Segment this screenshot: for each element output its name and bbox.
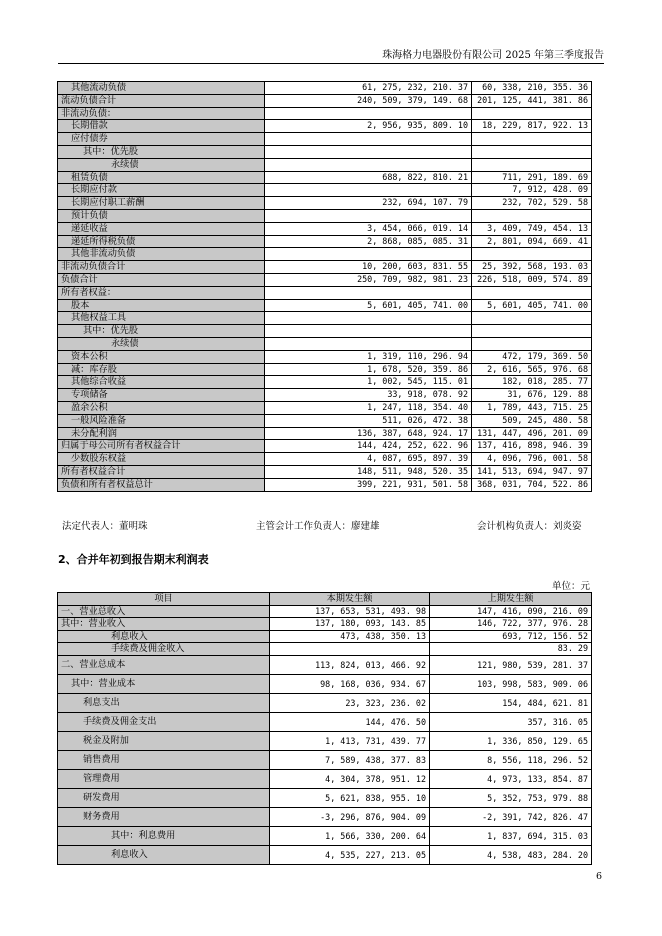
table-row	[58, 222, 592, 235]
table-row	[58, 807, 592, 826]
table-row	[58, 248, 592, 261]
legal-representative: 法定代表人：董明珠	[62, 521, 148, 532]
row-label: 永续债	[58, 337, 265, 350]
current-value: 688, 822, 810. 21	[265, 171, 472, 184]
previous-value: 1, 789, 443, 715. 25	[472, 401, 592, 414]
table-row	[58, 350, 592, 363]
table-row	[58, 209, 592, 222]
previous-value	[472, 158, 592, 171]
previous-value: 3, 409, 749, 454. 13	[472, 222, 592, 235]
table-row	[58, 286, 592, 299]
table-row	[58, 261, 592, 274]
current-value: 136, 387, 648, 924. 17	[265, 427, 472, 440]
table-row	[58, 712, 592, 731]
previous-value: 357, 316. 05	[430, 712, 592, 731]
current-value: 1, 413, 731, 439. 77	[270, 731, 430, 750]
table-row	[58, 453, 592, 466]
previous-value	[472, 107, 592, 120]
previous-value	[472, 312, 592, 325]
previous-value: 368, 031, 704, 522. 86	[472, 478, 592, 491]
current-value: 144, 424, 252, 622. 96	[265, 440, 472, 453]
table-row	[58, 826, 592, 845]
current-value: 7, 589, 438, 377. 83	[270, 750, 430, 769]
table-row	[58, 401, 592, 414]
table-row	[58, 605, 592, 618]
previous-value	[472, 325, 592, 338]
accounting-org-head: 会计机构负责人：刘炎姿	[477, 521, 582, 532]
table-row	[58, 312, 592, 325]
table-row	[58, 94, 592, 107]
row-label: 流动负债合计	[58, 94, 265, 107]
current-value: 1, 319, 110, 296. 94	[265, 350, 472, 363]
table-header-row	[58, 593, 592, 606]
current-value	[265, 337, 472, 350]
row-label: 财务费用	[58, 807, 270, 826]
previous-value: 2, 616, 565, 976. 68	[472, 363, 592, 376]
previous-value: 147, 416, 090, 216. 09	[430, 605, 592, 618]
row-label: 手续费及佣金收入	[58, 643, 270, 656]
section-title: 2、合并年初到报告期末利润表	[58, 553, 209, 566]
previous-value: 141, 513, 694, 947. 97	[472, 465, 592, 478]
previous-value: -2, 391, 742, 826. 47	[430, 807, 592, 826]
previous-value	[472, 248, 592, 261]
row-label: 长期借款	[58, 120, 265, 133]
current-value	[265, 209, 472, 222]
table-row	[58, 107, 592, 120]
table-row	[58, 273, 592, 286]
table-row	[58, 465, 592, 478]
current-value: 137, 180, 093, 143. 85	[270, 618, 430, 631]
row-label: 其中：营业收入	[58, 618, 270, 631]
current-value	[265, 312, 472, 325]
previous-value: 232, 702, 529. 58	[472, 197, 592, 210]
table-row	[58, 120, 592, 133]
current-value: 1, 002, 545, 115. 01	[265, 376, 472, 389]
current-value: 144, 476. 50	[270, 712, 430, 731]
current-value: -3, 296, 876, 904. 09	[270, 807, 430, 826]
previous-value: 8, 556, 118, 296. 52	[430, 750, 592, 769]
row-label: 其他非流动负债	[58, 248, 265, 261]
column-header-current: 本期发生额	[270, 593, 430, 606]
table-row	[58, 197, 592, 210]
row-label: 一、营业总收入	[58, 605, 270, 618]
table-row	[58, 618, 592, 631]
page-number: 6	[595, 871, 602, 882]
row-label: 长期应付职工薪酬	[58, 197, 265, 210]
row-label: 负债合计	[58, 273, 265, 286]
row-label: 其中：优先股	[58, 145, 265, 158]
row-label: 归属于母公司所有者权益合计	[58, 440, 265, 453]
row-label: 应付债券	[58, 133, 265, 146]
current-value: 2, 956, 935, 809. 10	[265, 120, 472, 133]
current-value: 137, 653, 531, 493. 98	[270, 605, 430, 618]
previous-value: 60, 338, 210, 355. 36	[472, 82, 592, 95]
row-label: 其他流动负债	[58, 82, 265, 95]
table-row	[58, 731, 592, 750]
table-row	[58, 414, 592, 427]
table-row	[58, 845, 592, 864]
current-value: 250, 709, 982, 981. 23	[265, 273, 472, 286]
table-row	[58, 158, 592, 171]
table-row	[58, 643, 592, 656]
row-label: 长期应付款	[58, 184, 265, 197]
current-value: 232, 694, 107. 79	[265, 197, 472, 210]
current-value	[265, 158, 472, 171]
current-value: 4, 304, 378, 951. 12	[270, 769, 430, 788]
current-value: 1, 566, 330, 200. 64	[270, 826, 430, 845]
row-label: 负债和所有者权益总计	[58, 478, 265, 491]
row-label: 专项储备	[58, 389, 265, 402]
table-row	[58, 478, 592, 491]
table-row	[58, 693, 592, 712]
row-label: 递延所得税负债	[58, 235, 265, 248]
current-value: 4, 535, 227, 213. 05	[270, 845, 430, 864]
current-value: 2, 868, 085, 085. 31	[265, 235, 472, 248]
current-value: 511, 026, 472. 38	[265, 414, 472, 427]
previous-value: 5, 601, 405, 741. 00	[472, 299, 592, 312]
previous-value: 121, 980, 539, 281. 37	[430, 655, 592, 674]
current-value: 3, 454, 066, 019. 14	[265, 222, 472, 235]
row-label: 销售费用	[58, 750, 270, 769]
current-value	[265, 325, 472, 338]
row-label: 未分配利润	[58, 427, 265, 440]
previous-value: 1, 336, 850, 129. 65	[430, 731, 592, 750]
table-row	[58, 325, 592, 338]
table-row	[58, 299, 592, 312]
row-label: 递延收益	[58, 222, 265, 235]
previous-value: 146, 722, 377, 976. 28	[430, 618, 592, 631]
row-label: 非流动负债合计	[58, 261, 265, 274]
row-label: 非流动负债：	[58, 107, 265, 120]
previous-value: 509, 245, 480. 58	[472, 414, 592, 427]
previous-value	[472, 209, 592, 222]
previous-value: 201, 125, 441, 381. 86	[472, 94, 592, 107]
row-label: 其中：营业成本	[58, 674, 270, 693]
previous-value	[472, 145, 592, 158]
previous-value: 7, 912, 428. 09	[472, 184, 592, 197]
row-label: 所有者权益：	[58, 286, 265, 299]
table-row	[58, 184, 592, 197]
current-value: 240, 509, 379, 149. 68	[265, 94, 472, 107]
previous-value	[472, 286, 592, 299]
row-label: 永续债	[58, 158, 265, 171]
current-value: 4, 087, 695, 897. 39	[265, 453, 472, 466]
row-label: 利息收入	[58, 845, 270, 864]
table-row	[58, 145, 592, 158]
income-statement-table	[57, 592, 592, 865]
row-label: 二、营业总成本	[58, 655, 270, 674]
previous-value: 4, 973, 133, 854. 87	[430, 769, 592, 788]
current-value: 113, 824, 013, 466. 92	[270, 655, 430, 674]
table-row	[58, 389, 592, 402]
row-label: 预计负债	[58, 209, 265, 222]
row-label: 研发费用	[58, 788, 270, 807]
previous-value: 711, 291, 189. 69	[472, 171, 592, 184]
current-value	[265, 184, 472, 197]
previous-value: 5, 352, 753, 979. 88	[430, 788, 592, 807]
current-value: 98, 168, 036, 934. 67	[270, 674, 430, 693]
current-value: 61, 275, 232, 210. 37	[265, 82, 472, 95]
row-label: 税金及附加	[58, 731, 270, 750]
current-value: 148, 511, 948, 520. 35	[265, 465, 472, 478]
current-value	[265, 248, 472, 261]
row-label: 租赁负债	[58, 171, 265, 184]
previous-value: 131, 447, 496, 201. 09	[472, 427, 592, 440]
previous-value: 31, 676, 129. 88	[472, 389, 592, 402]
current-value: 33, 918, 078. 92	[265, 389, 472, 402]
current-value	[270, 643, 430, 656]
previous-value: 2, 801, 094, 669. 41	[472, 235, 592, 248]
row-label: 股本	[58, 299, 265, 312]
table-row	[58, 337, 592, 350]
previous-value: 4, 096, 796, 001. 58	[472, 453, 592, 466]
previous-value: 103, 998, 583, 909. 06	[430, 674, 592, 693]
column-header-previous: 上期发生额	[430, 593, 592, 606]
table-row	[58, 133, 592, 146]
header-divider	[58, 63, 604, 64]
current-value	[265, 107, 472, 120]
column-header-item: 项目	[58, 593, 270, 606]
table-row	[58, 788, 592, 807]
row-label: 管理费用	[58, 769, 270, 788]
current-value: 5, 621, 838, 955. 10	[270, 788, 430, 807]
current-value: 5, 601, 405, 741. 00	[265, 299, 472, 312]
table-row	[58, 655, 592, 674]
row-label: 盈余公积	[58, 401, 265, 414]
table-row	[58, 427, 592, 440]
previous-value	[472, 337, 592, 350]
previous-value: 83. 29	[430, 643, 592, 656]
table-row	[58, 769, 592, 788]
current-value: 10, 200, 603, 831. 55	[265, 261, 472, 274]
table-row	[58, 171, 592, 184]
previous-value: 1, 837, 694, 315. 03	[430, 826, 592, 845]
previous-value: 18, 229, 817, 922. 13	[472, 120, 592, 133]
row-label: 利息支出	[58, 693, 270, 712]
previous-value: 154, 484, 621. 81	[430, 693, 592, 712]
accounting-head: 主管会计工作负责人：廖建雄	[256, 521, 380, 532]
current-value: 1, 678, 520, 359. 86	[265, 363, 472, 376]
table-row	[58, 674, 592, 693]
previous-value	[472, 133, 592, 146]
row-label: 少数股东权益	[58, 453, 265, 466]
table-row	[58, 363, 592, 376]
previous-value: 693, 712, 156. 52	[430, 630, 592, 643]
previous-value: 182, 018, 285. 77	[472, 376, 592, 389]
row-label: 所有者权益合计	[58, 465, 265, 478]
current-value: 1, 247, 118, 354. 40	[265, 401, 472, 414]
balance-sheet-table	[57, 81, 592, 492]
table-row	[58, 750, 592, 769]
row-label: 其他权益工具	[58, 312, 265, 325]
row-label: 利息收入	[58, 630, 270, 643]
table-row	[58, 235, 592, 248]
row-label: 手续费及佣金支出	[58, 712, 270, 731]
current-value	[265, 145, 472, 158]
table-row	[58, 376, 592, 389]
report-header-title: 珠海格力电器股份有限公司 2025 年第三季度报告	[382, 50, 604, 61]
current-value: 23, 323, 236. 02	[270, 693, 430, 712]
row-label: 其他综合收益	[58, 376, 265, 389]
current-value	[265, 133, 472, 146]
row-label: 其中：利息费用	[58, 826, 270, 845]
row-label: 其中：优先股	[58, 325, 265, 338]
current-value	[265, 286, 472, 299]
previous-value: 226, 518, 009, 574. 89	[472, 273, 592, 286]
current-value: 399, 221, 931, 501. 58	[265, 478, 472, 491]
row-label: 一般风险准备	[58, 414, 265, 427]
previous-value: 4, 538, 483, 284. 20	[430, 845, 592, 864]
row-label: 减：库存股	[58, 363, 265, 376]
current-value: 473, 438, 350. 13	[270, 630, 430, 643]
table-row	[58, 630, 592, 643]
previous-value: 137, 416, 898, 946. 39	[472, 440, 592, 453]
previous-value: 472, 179, 369. 50	[472, 350, 592, 363]
row-label: 资本公积	[58, 350, 265, 363]
previous-value: 25, 392, 568, 193. 03	[472, 261, 592, 274]
table-row	[58, 82, 592, 95]
unit-label: 单位：元	[551, 581, 590, 592]
table-row	[58, 440, 592, 453]
